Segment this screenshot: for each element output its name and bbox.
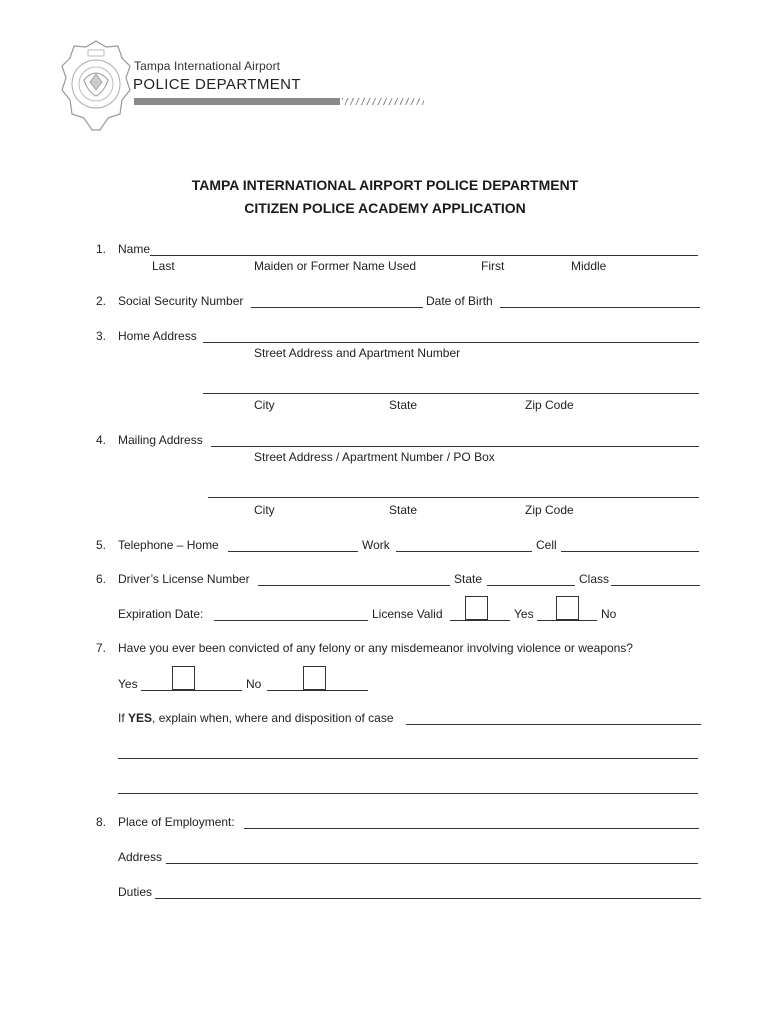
home-sub-city: City — [254, 398, 275, 412]
expiration-field[interactable] — [214, 620, 368, 621]
home-street-field[interactable] — [203, 342, 699, 343]
employment-field[interactable] — [244, 828, 699, 829]
license-valid-yes-checkbox[interactable] — [465, 596, 488, 620]
mailing-sub-street: Street Address / Apartment Number / PO Box — [254, 450, 495, 464]
license-valid-no-line — [537, 620, 597, 621]
phone-home-label: Telephone – Home — [118, 538, 219, 552]
q1-label: Name — [118, 242, 151, 256]
duties-field[interactable] — [155, 898, 701, 899]
q3-number: 3. — [96, 329, 107, 343]
brand-hatch-bar — [342, 98, 424, 105]
license-class-field[interactable] — [611, 585, 700, 586]
conviction-no-checkbox[interactable] — [303, 666, 326, 690]
q1-number: 1. — [96, 242, 107, 256]
phone-work-field[interactable] — [396, 551, 532, 552]
employment-address-field[interactable] — [166, 863, 698, 864]
license-class-label: Class — [579, 572, 610, 586]
q6-number: 6. — [96, 572, 107, 586]
home-sub-state: State — [389, 398, 418, 412]
mailing-city-state-zip-field[interactable] — [208, 497, 699, 498]
q4-number: 4. — [96, 433, 107, 447]
conviction-yes-line — [141, 690, 242, 691]
phone-cell-field[interactable] — [561, 551, 699, 552]
conviction-no-line — [267, 690, 368, 691]
form-subtitle: CITIZEN POLICE ACADEMY APPLICATION — [244, 200, 526, 216]
mailing-sub-zip: Zip Code — [525, 503, 574, 517]
explain-field-line-1[interactable] — [406, 724, 701, 725]
police-badge-seal-icon — [60, 38, 132, 134]
license-number-field[interactable] — [258, 585, 450, 586]
duties-label: Duties — [118, 885, 153, 899]
license-valid-no-checkbox[interactable] — [556, 596, 579, 620]
ssn-label: Social Security Number — [118, 294, 244, 308]
phone-work-label: Work — [362, 538, 390, 552]
name-sub-maiden: Maiden or Former Name Used — [254, 259, 417, 273]
q7-number: 7. — [96, 641, 107, 655]
home-sub-zip: Zip Code — [525, 398, 574, 412]
name-sub-last: Last — [152, 259, 175, 273]
q5-number: 5. — [96, 538, 107, 552]
license-valid-no-label: No — [601, 607, 617, 621]
license-valid-label: License Valid — [372, 607, 443, 621]
conviction-question: Have you ever been convicted of any felony or any misdemeanor involving violence or weapons? — [118, 641, 633, 655]
phone-cell-label: Cell — [536, 538, 557, 552]
explain-field-line-3[interactable] — [118, 793, 698, 794]
license-state-label: State — [454, 572, 483, 586]
home-city-state-zip-field[interactable] — [203, 393, 699, 394]
name-sub-first: First — [481, 259, 505, 273]
license-valid-yes-label: Yes — [514, 607, 534, 621]
brand-name: Tampa International Airport — [134, 59, 281, 73]
form-title: TAMPA INTERNATIONAL AIRPORT POLICE DEPARTMENT — [191, 177, 579, 193]
ssn-field[interactable] — [251, 307, 423, 308]
mailing-sub-city: City — [254, 503, 275, 517]
mailing-address-label: Mailing Address — [118, 433, 203, 447]
license-number-label: Driver’s License Number — [118, 572, 250, 586]
dob-label: Date of Birth — [426, 294, 493, 308]
q8-number: 8. — [96, 815, 107, 829]
dob-field[interactable] — [500, 307, 700, 308]
home-address-label: Home Address — [118, 329, 197, 343]
mailing-street-field[interactable] — [211, 446, 699, 447]
phone-home-field[interactable] — [228, 551, 358, 552]
conviction-no-label: No — [246, 677, 262, 691]
home-sub-street: Street Address and Apartment Number — [254, 346, 461, 360]
q2-number: 2. — [96, 294, 107, 308]
employment-address-label: Address — [118, 850, 163, 864]
explain-field-line-2[interactable] — [118, 758, 698, 759]
name-field[interactable] — [150, 255, 698, 256]
conviction-yes-checkbox[interactable] — [172, 666, 195, 690]
employment-label: Place of Employment: — [118, 815, 235, 829]
brand-bar — [134, 98, 340, 105]
mailing-sub-state: State — [389, 503, 418, 517]
conviction-yes-label: Yes — [118, 677, 138, 691]
expiration-label: Expiration Date: — [118, 607, 204, 621]
name-sub-middle: Middle — [571, 259, 607, 273]
license-state-field[interactable] — [487, 585, 575, 586]
brand-department: POLICE DEPARTMENT — [133, 76, 301, 93]
explain-label: If YES, explain when, where and disposition of case — [118, 711, 394, 725]
license-valid-yes-line — [450, 620, 510, 621]
